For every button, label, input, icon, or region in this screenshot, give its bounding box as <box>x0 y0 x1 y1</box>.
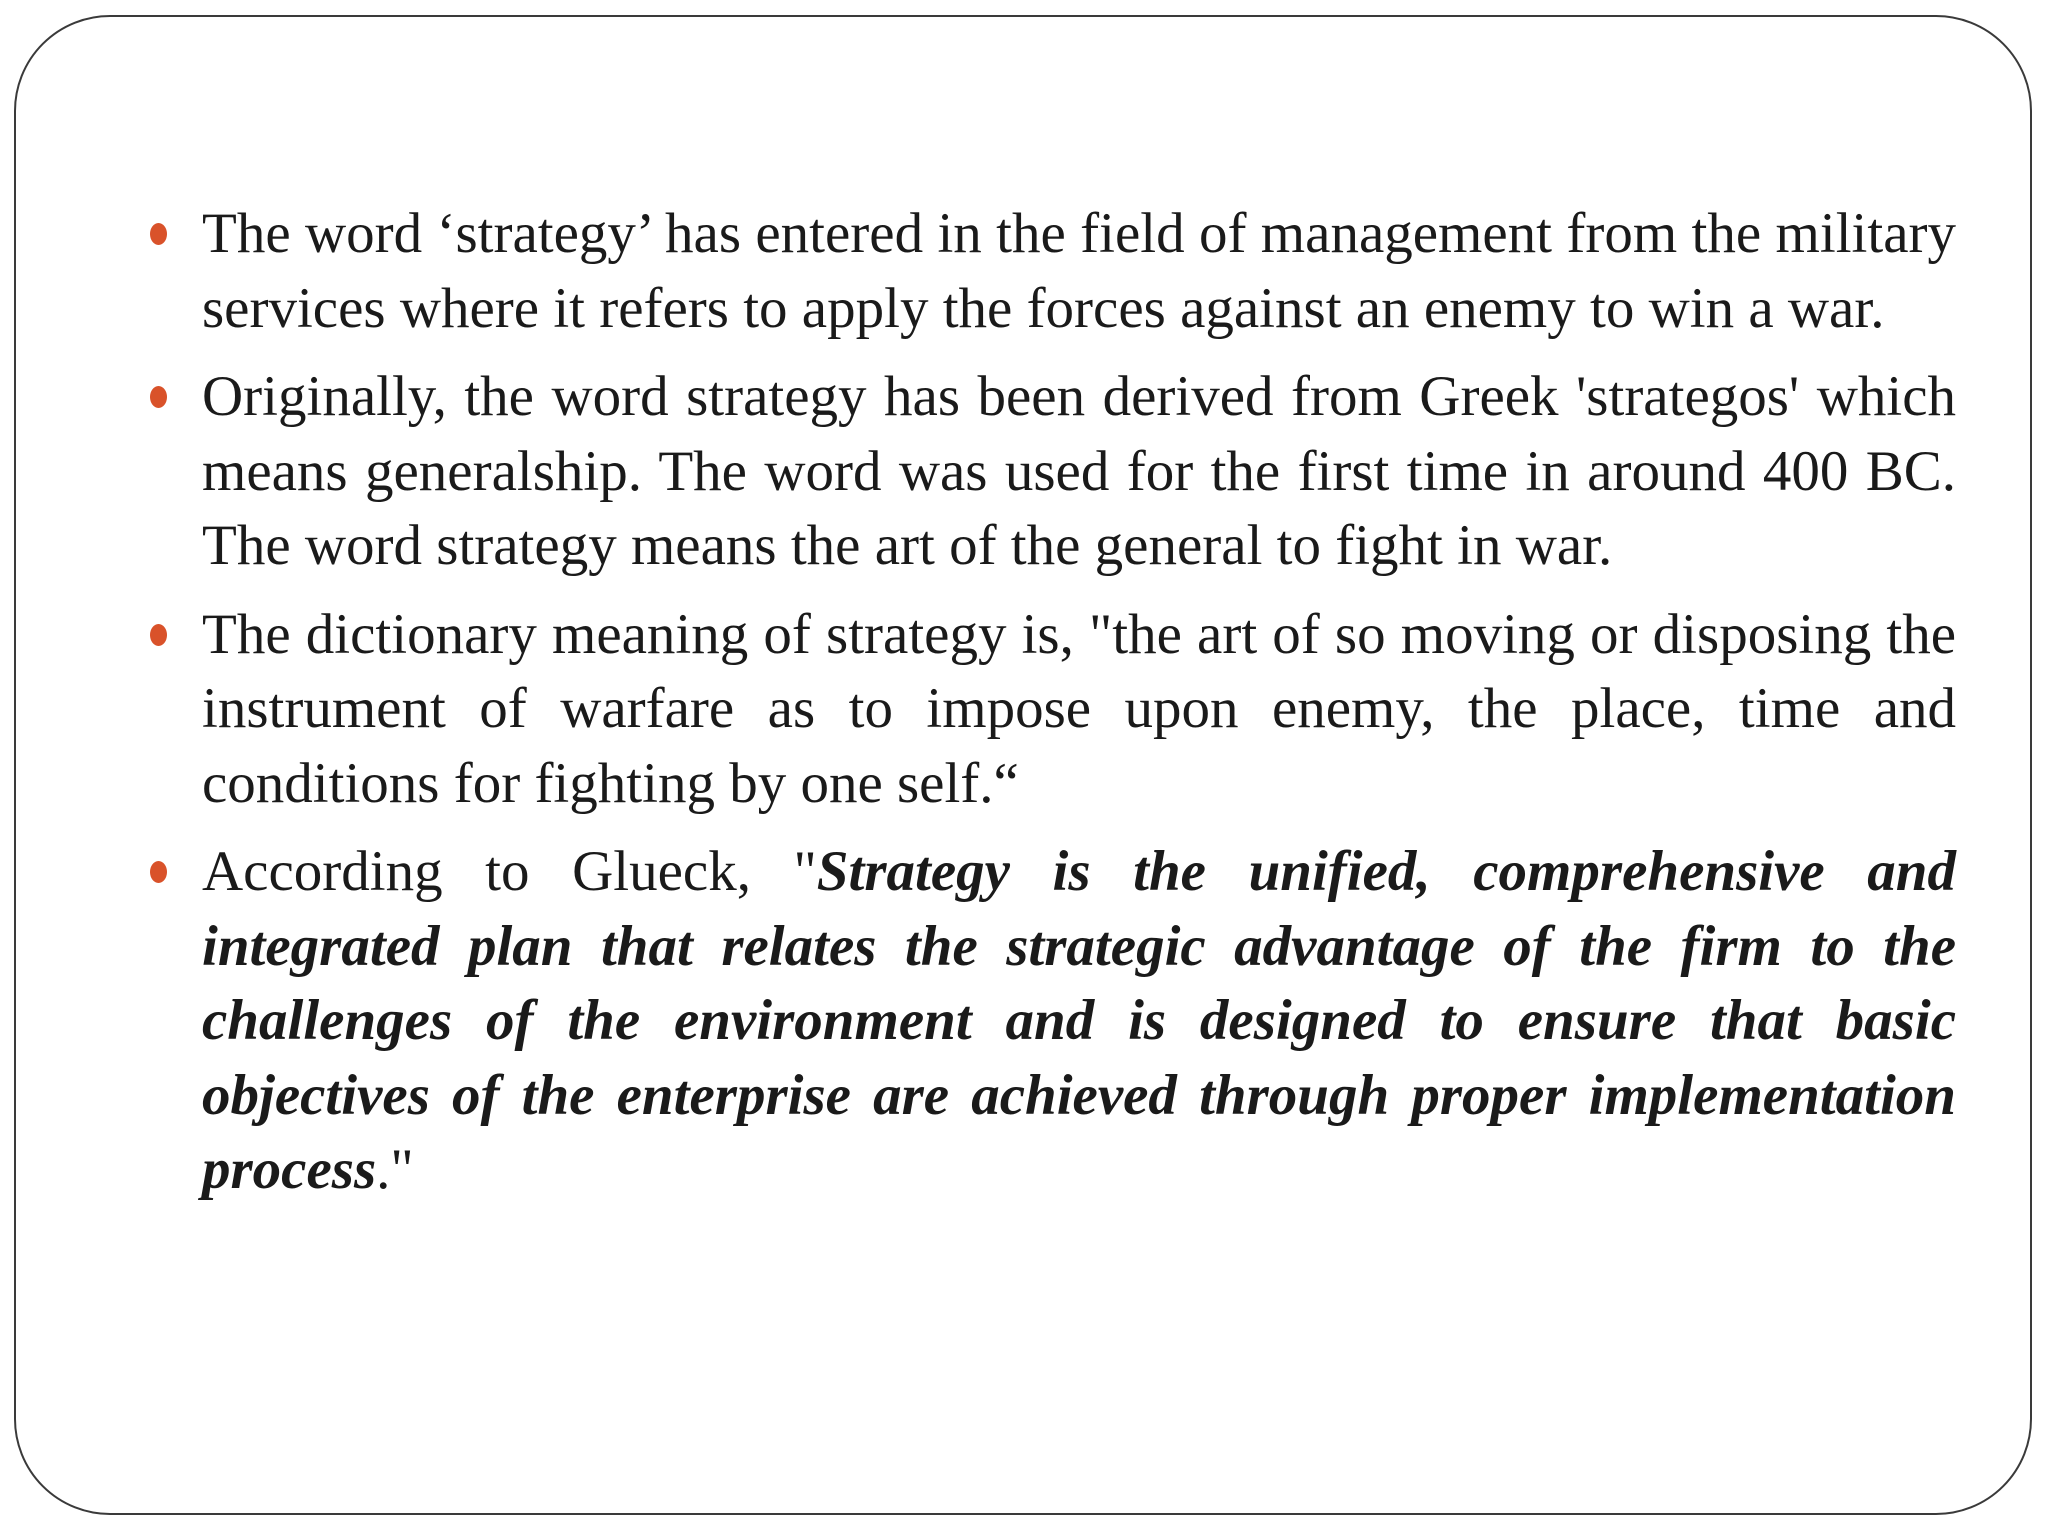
bullet-text: The word ‘strategy’ has entered in the field of management from the military services where it refers to apply the forces against an enemy to win a war. <box>202 202 1956 340</box>
glueck-definition-quote: Strategy is the unified, comprehensive and integrated plan that relates the strategic advantage of the firm to the challenges of the environment and is designed to ensure that basic objectives of the enterprise are achieved through proper implementation process <box>202 840 1956 1201</box>
bullet-dot-icon <box>150 386 167 408</box>
quote-suffix: ." <box>376 1138 414 1201</box>
bullet-item <box>202 835 1956 1208</box>
bullet-text: The dictionary meaning of strategy is, "the art of so moving or disposing the instrument of warfare as to impose upon enemy, the place, time and conditions for fighting by one self.“ <box>202 602 1956 815</box>
slide-frame <box>14 15 2032 1515</box>
bullet-list <box>202 197 1956 1222</box>
bullet-item <box>202 197 1956 346</box>
bullet-dot-icon <box>150 624 167 646</box>
bullet-dot-icon <box>150 861 167 883</box>
quote-prefix: According to Glueck, " <box>202 840 817 903</box>
bullet-dot-icon <box>150 223 167 245</box>
bullet-text: Originally, the word strategy has been derived from Greek 'strategos' which means generalship. The word was used for the first time in around 400 BC. The word strategy means the art of the general to fight in war. <box>202 365 1956 577</box>
bullet-item <box>202 598 1956 822</box>
bullet-item <box>202 360 1956 584</box>
